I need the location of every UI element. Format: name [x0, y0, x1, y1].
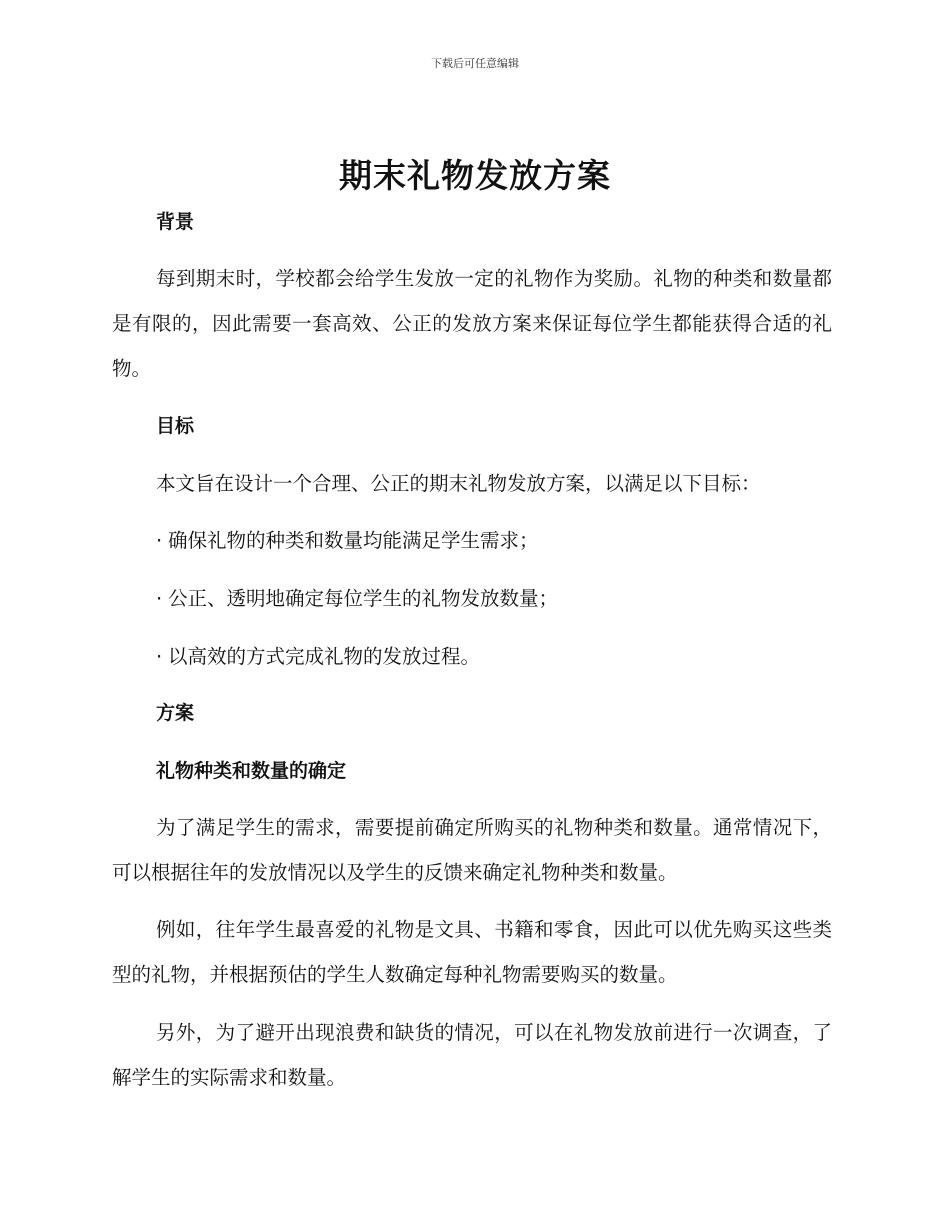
list-item — [156, 645, 480, 669]
heading-plan: 方案 — [156, 702, 195, 724]
bullet-marker: · — [156, 529, 163, 552]
paragraph-plan-1: 为了满足学生的需求，需要提前确定所购买的礼物种类和数量。通常情况下，可以根据往年的发放情况以及学生的反馈来确定礼物种类和数量。 — [112, 816, 832, 884]
list-item-text: 以高效的方式完成礼物的发放过程。 — [168, 645, 481, 668]
paragraph-plan-2: 例如，往年学生最喜爱的礼物是文具、书籍和零食，因此可以优先购买这些类型的礼物，并根据预估的学生人数确定每种礼物需要购买的数量。 — [112, 918, 832, 986]
bullet-marker: · — [156, 645, 163, 668]
heading-goals: 目标 — [156, 415, 195, 437]
list-item-text: 确保礼物的种类和数量均能满足学生需求； — [168, 529, 539, 552]
list-item — [156, 587, 558, 611]
list-item-text: 公正、透明地确定每位学生的礼物发放数量； — [168, 587, 559, 610]
heading-background: 背景 — [156, 211, 195, 233]
paragraph-plan-3: 另外，为了避开出现浪费和缺货的情况，可以在礼物发放前进行一次调查，了解学生的实际需求和数量。 — [112, 1021, 832, 1089]
goals-intro: 本文旨在设计一个合理、公正的期末礼物发放方案，以满足以下目标： — [156, 472, 761, 495]
subheading-gift-types: 礼物种类和数量的确定 — [156, 760, 347, 782]
paragraph-background: 每到期末时，学校都会给学生发放一定的礼物作为奖励。礼物的种类和数量都是有限的，因此需要一套高效、公正的发放方案来保证每位学生都能获得合适的礼物。 — [112, 267, 832, 380]
list-item — [156, 529, 539, 553]
bullet-marker: · — [156, 587, 163, 610]
document-title: 期末礼物发放方案 — [339, 156, 611, 195]
header-note: 下载后可任意编辑 — [431, 57, 519, 70]
